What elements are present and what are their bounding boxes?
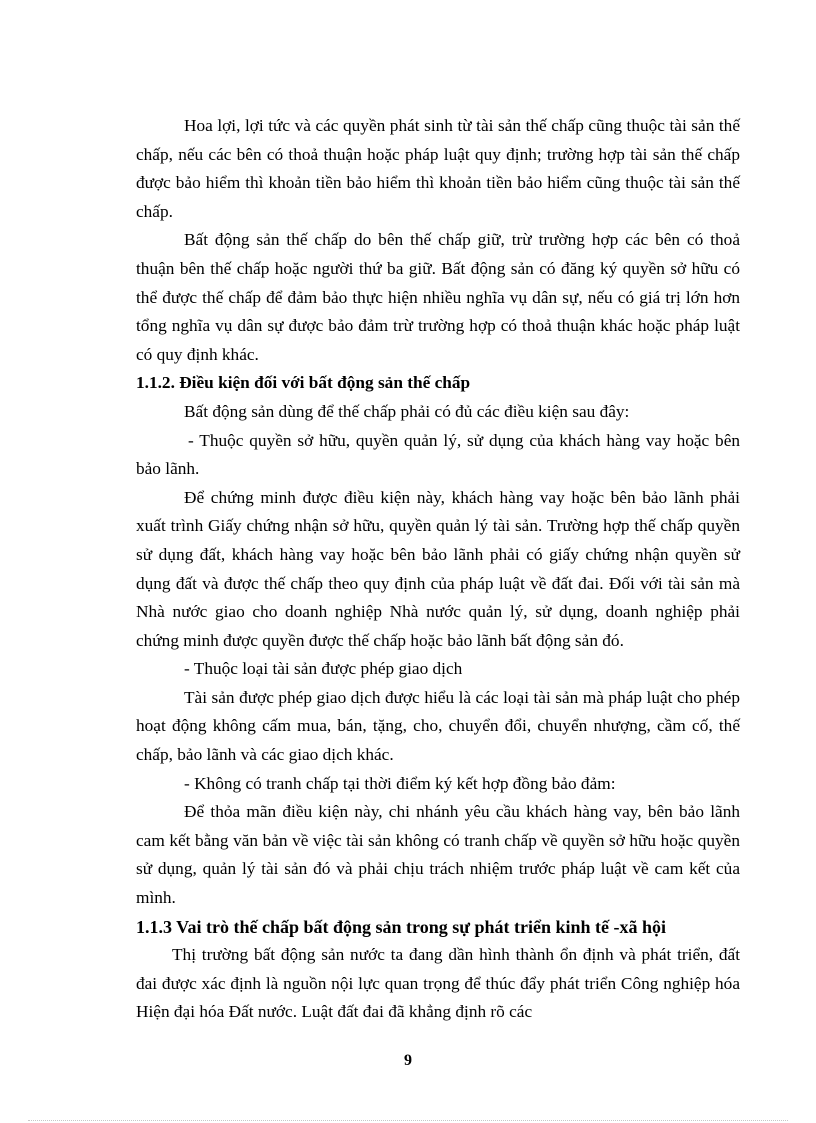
paragraph-collateral-custody: Bất động sản thế chấp do bên thế chấp giữ, trừ trường hợp các bên có thoả thuận bên thế chấp hoặc người thứ ba giữ. Bất động sản có đăng ký quyền sở hữu có thể được thế chấp để đảm bảo thực hiện nhiều nghĩa vụ dân sự, nếu có giá trị lớn hơn tổng nghĩa vụ dân sự được bảo đảm trừ trường hợp có thoả thuận khác hoặc pháp luật có quy định khác. <box>136 230 740 364</box>
footer-divider <box>28 1120 788 1121</box>
condition-item-no-dispute: - Không có tranh chấp tại thời điểm ký kết hợp đồng bảo đảm: <box>184 773 616 793</box>
condition-item-ownership: - Thuộc quyền sở hữu, quyền quản lý, sử dụng của khách hàng vay hoặc bên bảo lãnh. <box>136 430 740 479</box>
condition-item-tradable: - Thuộc loại tài sản được phép giao dịch <box>184 659 463 679</box>
paragraph-no-dispute-detail: Để thỏa mãn điều kiện này, chi nhánh yêu cầu khách hàng vay, bên bảo lãnh cam kết bằng văn bản về việc tài sản không có tranh chấp về quyền sở hữu hoặc quyền sử dụng, quản lý tài sản đó và phải chịu trách nhiệm trước pháp luật về cam kết của mình. <box>136 802 740 908</box>
page-number: 9 <box>404 1052 412 1069</box>
section-heading-1-1-3: 1.1.3 Vai trò thế chấp bất động sản trong sự phát triển kinh tế -xã hội <box>136 916 667 937</box>
paragraph-collateral-income: Hoa lợi, lợi tức và các quyền phát sinh từ tài sản thế chấp cũng thuộc tài sản thế chấp, nếu các bên có thoả thuận hoặc pháp luật quy định; trường hợp tài sản thế chấp được bảo hiểm thì khoản tiền bảo hiểm thì khoản tiền bảo hiểm cũng thuộc tài sản thế chấp. <box>136 116 740 221</box>
paragraph-ownership-detail: Để chứng minh được điều kiện này, khách hàng vay hoặc bên bảo lãnh phải xuất trình Giấy chứng nhận sở hữu, quyền quản lý tài sản. Trường hợp thế chấp quyền sử dụng đất, khách hàng vay hoặc bên bảo lãnh phải có giấy chứng nhận quyền sử dụng đất và được thế chấp theo quy định của pháp luật về đất đai. Đối với tài sản mà Nhà nước giao cho doanh nghiệp Nhà nước quản lý, sử dụng, doanh nghiệp phải chứng minh được quyền được thế chấp hoặc bảo lãnh bất động sản đó. <box>136 487 740 650</box>
paragraph-conditions-intro: Bất động sản dùng để thế chấp phải có đủ các điều kiện sau đây: <box>184 401 630 421</box>
paragraph-real-estate-market: Thị trường bất động sản nước ta đang dần hình thành ổn định và phát triển, đất đai được xác định là nguồn nội lực quan trọng để thúc đẩy phát triển Công nghiệp hóa Hiện đại hóa Đất nước. Luật đất đai đã khẳng định rõ các <box>136 945 740 1022</box>
paragraph-tradable-detail: Tài sản được phép giao dịch được hiểu là các loại tài sản mà pháp luật cho phép hoạt động không cấm mua, bán, tặng, cho, chuyển đổi, chuyển nhượng, cầm cố, thế chấp, bảo lãnh và các giao dịch khác. <box>136 687 740 765</box>
document-body <box>136 112 740 1027</box>
section-heading-1-1-2: 1.1.2. Điều kiện đối với bất động sản thế chấp <box>136 373 471 393</box>
